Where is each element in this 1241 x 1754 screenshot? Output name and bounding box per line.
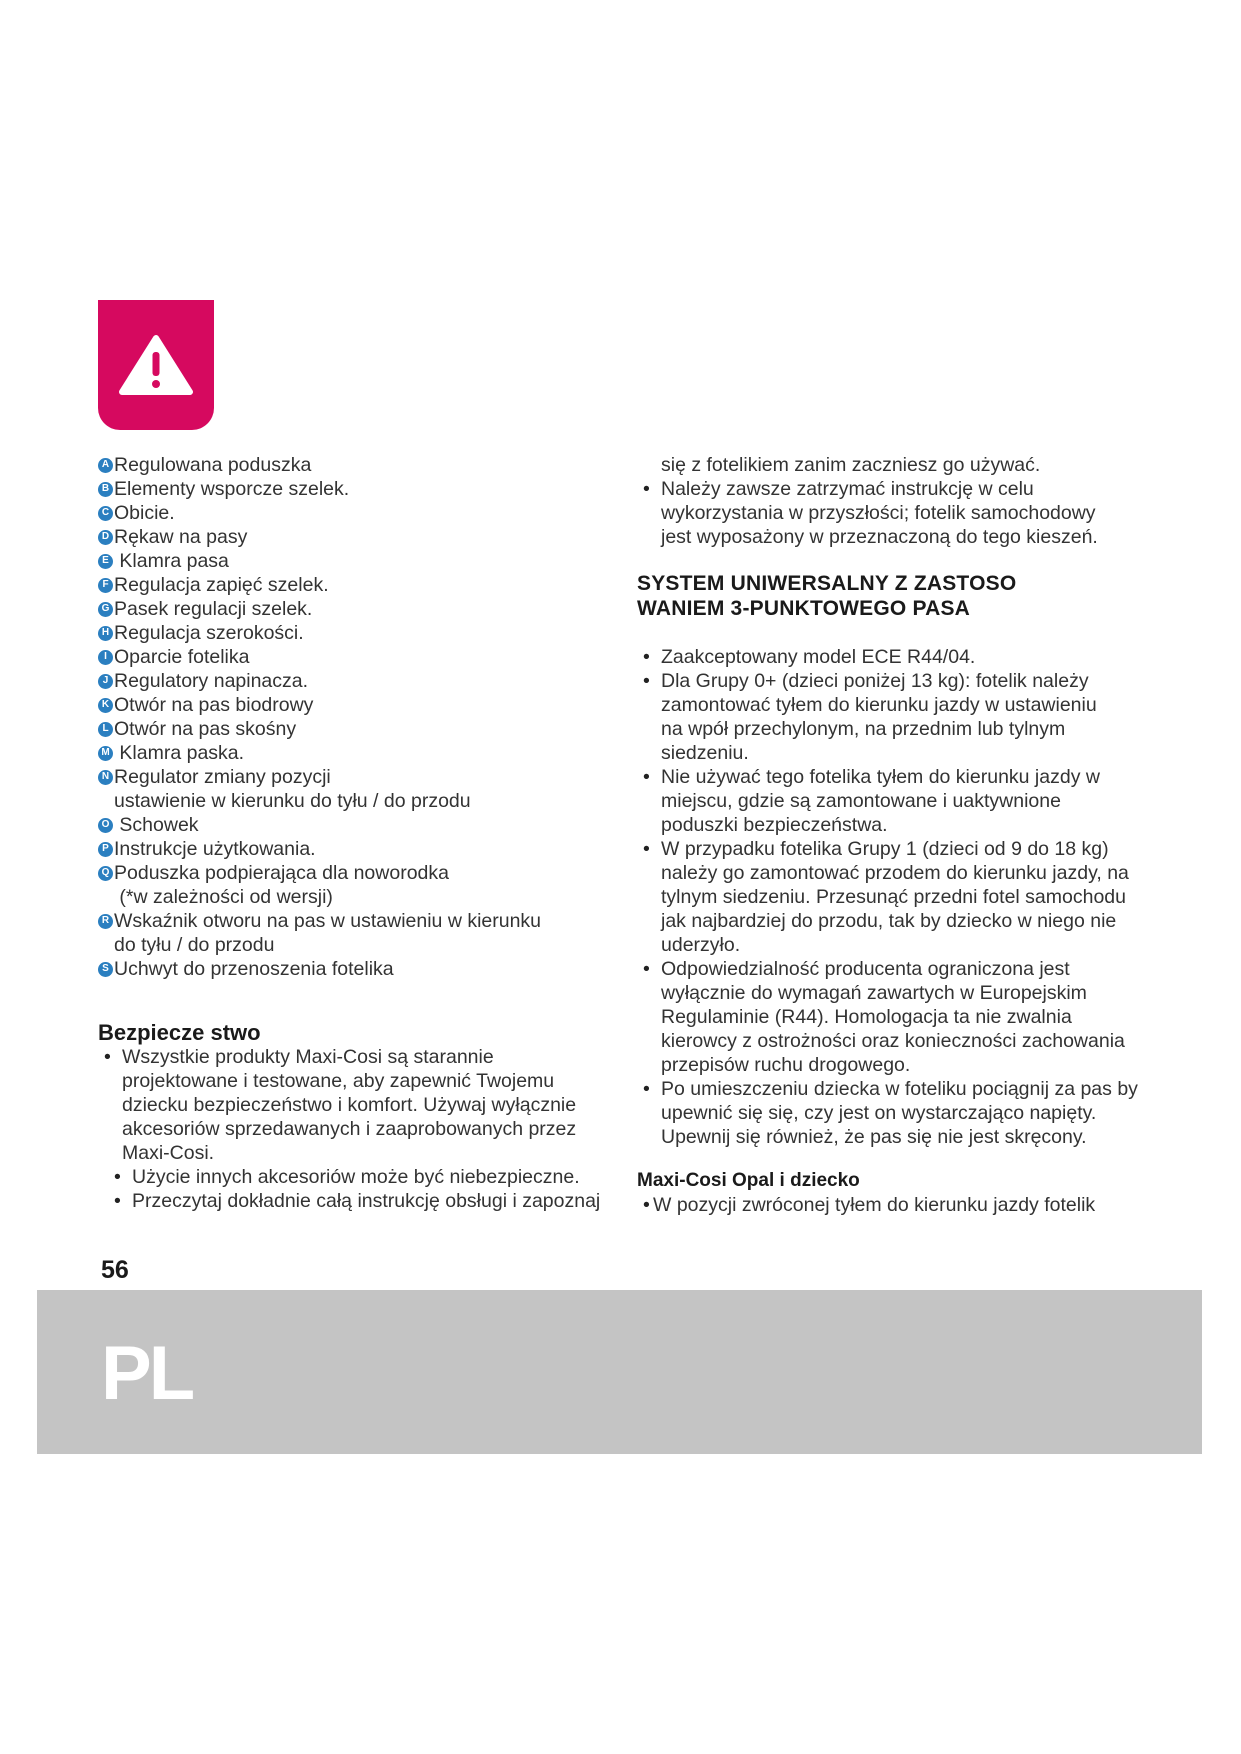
warning-tab [98,300,214,430]
legend-item [98,645,618,669]
legend-text: Rękaw na pasy [114,526,248,548]
parts-legend [98,453,618,981]
legend-item [98,453,618,477]
legend-text: Regulator zmiany pozycji [114,766,331,788]
legend-text: Obicie. [114,502,175,524]
legend-letter-badge: O [98,818,113,833]
safety-bullet: • Przeczytaj dokładnie całą instrukcję obsługi i zapoznaj [108,1189,618,1213]
instructions-bullet: • Należy zawsze zatrzymać instrukcję w celu wykorzystania w przyszłości; fotelik samochodowy jest wyposażony w przeznaczoną do tego kieszeń. [637,477,1157,549]
safety-heading: Bezpiecze stwo [98,1020,261,1045]
legend-letter-badge: J [98,674,113,689]
legend-item [98,621,618,645]
legend-item [98,717,618,741]
page-number: 56 [101,1256,129,1284]
legend-item [98,501,618,525]
legend-item [98,861,618,885]
legend-text: Klamra pasa [114,550,229,572]
language-code: PL [101,1331,193,1416]
legend-letter-badge: I [98,650,113,665]
universal-system-heading [637,571,1157,621]
legend-text: Otwór na pas biodrowy [114,694,314,716]
legend-text: Regulacja szerokości. [114,622,304,644]
legend-text: Klamra paska. [114,742,245,764]
system-bullet: • Zaakceptowany model ECE R44/04. [637,645,1157,669]
legend-text: Pasek regulacji szelek. [114,598,313,620]
opal-bullets [637,1193,1157,1217]
system-bullet: • Dla Grupy 0+ (dzieci poniżej 13 kg): fotelik należy zamontować tyłem do kierunku jazdy w ustawieniu na wpół przechylonym, na przednim lub tylnym siedzeniu. [637,669,1157,765]
legend-text: Instrukcje użytkowania. [114,838,316,860]
left-column [98,453,618,1213]
legend-text: Oparcie fotelika [114,646,250,668]
legend-text: Wskaźnik otworu na pas w ustawieniu w kierunku [114,910,542,932]
legend-letter-badge: F [98,578,113,593]
legend-letter-badge: G [98,602,113,617]
legend-text: Poduszka podpierająca dla noworodka [114,862,449,884]
legend-letter-badge: E [98,554,113,569]
legend-letter-badge: B [98,482,113,497]
legend-item [98,549,618,573]
legend-item [98,837,618,861]
legend-letter-badge: M [98,746,113,761]
legend-letter-badge: H [98,626,113,641]
opal-bullet: • W pozycji zwróconej tyłem do kierunku jazdy fotelik [637,1193,1157,1217]
legend-item [98,693,618,717]
legend-text: Elementy wsporcze szelek. [114,478,350,500]
legend-item [98,669,618,693]
legend-text: Schowek [114,814,199,836]
legend-item [98,741,618,765]
safety-bullet: • Użycie innych akcesoriów może być niebezpieczne. [108,1165,618,1189]
legend-text-continued: ustawienie w kierunku do tyłu / do przodu [114,790,471,812]
legend-letter-badge: R [98,914,113,929]
system-bullet: • Nie używać tego fotelika tyłem do kierunku jazdy w miejscu, gdzie są zamontowane i uaktywnione poduszki bezpieczeństwa. [637,765,1157,837]
language-band [37,1290,1202,1454]
legend-letter-badge: N [98,770,113,785]
safety-bullet: • Wszystkie produkty Maxi-Cosi są starannie projektowane i testowane, aby zapewnić Twojemu dziecku bezpieczeństwo i komfort. Używaj wyłącznie akcesoriów sprzedawanych i zaaprobowanych przez Maxi-Cosi. [98,1045,618,1165]
continued-text: się z fotelikiem zanim zaczniesz go używać. [661,454,1041,476]
legend-item [98,597,618,621]
legend-item [98,477,618,501]
legend-letter-badge: C [98,506,113,521]
heading-line: SYSTEM UNIWERSALNY Z ZASTOSO [637,572,1017,595]
warning-triangle-icon [118,334,194,396]
legend-letter-badge: L [98,722,113,737]
legend-item [98,957,618,981]
legend-letter-badge: K [98,698,113,713]
safety-bullets [98,1045,618,1213]
legend-item [98,525,618,549]
legend-text: Regulowana poduszka [114,454,312,476]
system-bullet: • W przypadku fotelika Grupy 1 (dzieci od 9 do 18 kg) należy go zamontować przodem do kierunku jazdy, na tylnym siedzeniu. Przesunąć przedni fotel samochodu jak najbardziej do przodu, tak by dziecko w niego nie uderzyło. [637,837,1157,957]
legend-item [98,909,618,933]
legend-item [98,573,618,597]
legend-text: Regulacja zapięć szelek. [114,574,329,596]
legend-text: Otwór na pas skośny [114,718,297,740]
opal-heading: Maxi-Cosi Opal i dziecko [637,1170,860,1191]
legend-letter-badge: S [98,962,113,977]
legend-letter-badge: D [98,530,113,545]
system-bullet: • Po umieszczeniu dziecka w foteliku pociągnij za pas by upewnić się się, czy jest on wystarczająco napięty. Upewnij się również, że pas się nie jest skręcony. [637,1077,1157,1149]
legend-text: Regulatory napinacza. [114,670,309,692]
legend-text-continued: do tyłu / do przodu [114,934,275,956]
system-bullet: • Odpowiedzialność producenta ograniczona jest wyłącznie do wymagań zawartych w Europejskim Regulaminie (R44). Homologacja ta nie zwalnia kierowcy z ostrożności oraz konieczności zachowania przepisów ruchu drogowego. [637,957,1157,1077]
legend-letter-badge: Q [98,866,113,881]
legend-text-continued: (*w zależności od wersji) [114,886,333,908]
right-column [637,453,1157,1217]
heading-line: WANIEM 3-PUNKTOWEGO PASA [637,597,971,620]
system-bullets [637,645,1157,1149]
legend-text: Uchwyt do przenoszenia fotelika [114,958,394,980]
legend-item [98,813,618,837]
legend-letter-badge: A [98,458,113,473]
legend-letter-badge: P [98,842,113,857]
instructions-bullets [637,477,1157,549]
legend-item [98,765,618,789]
